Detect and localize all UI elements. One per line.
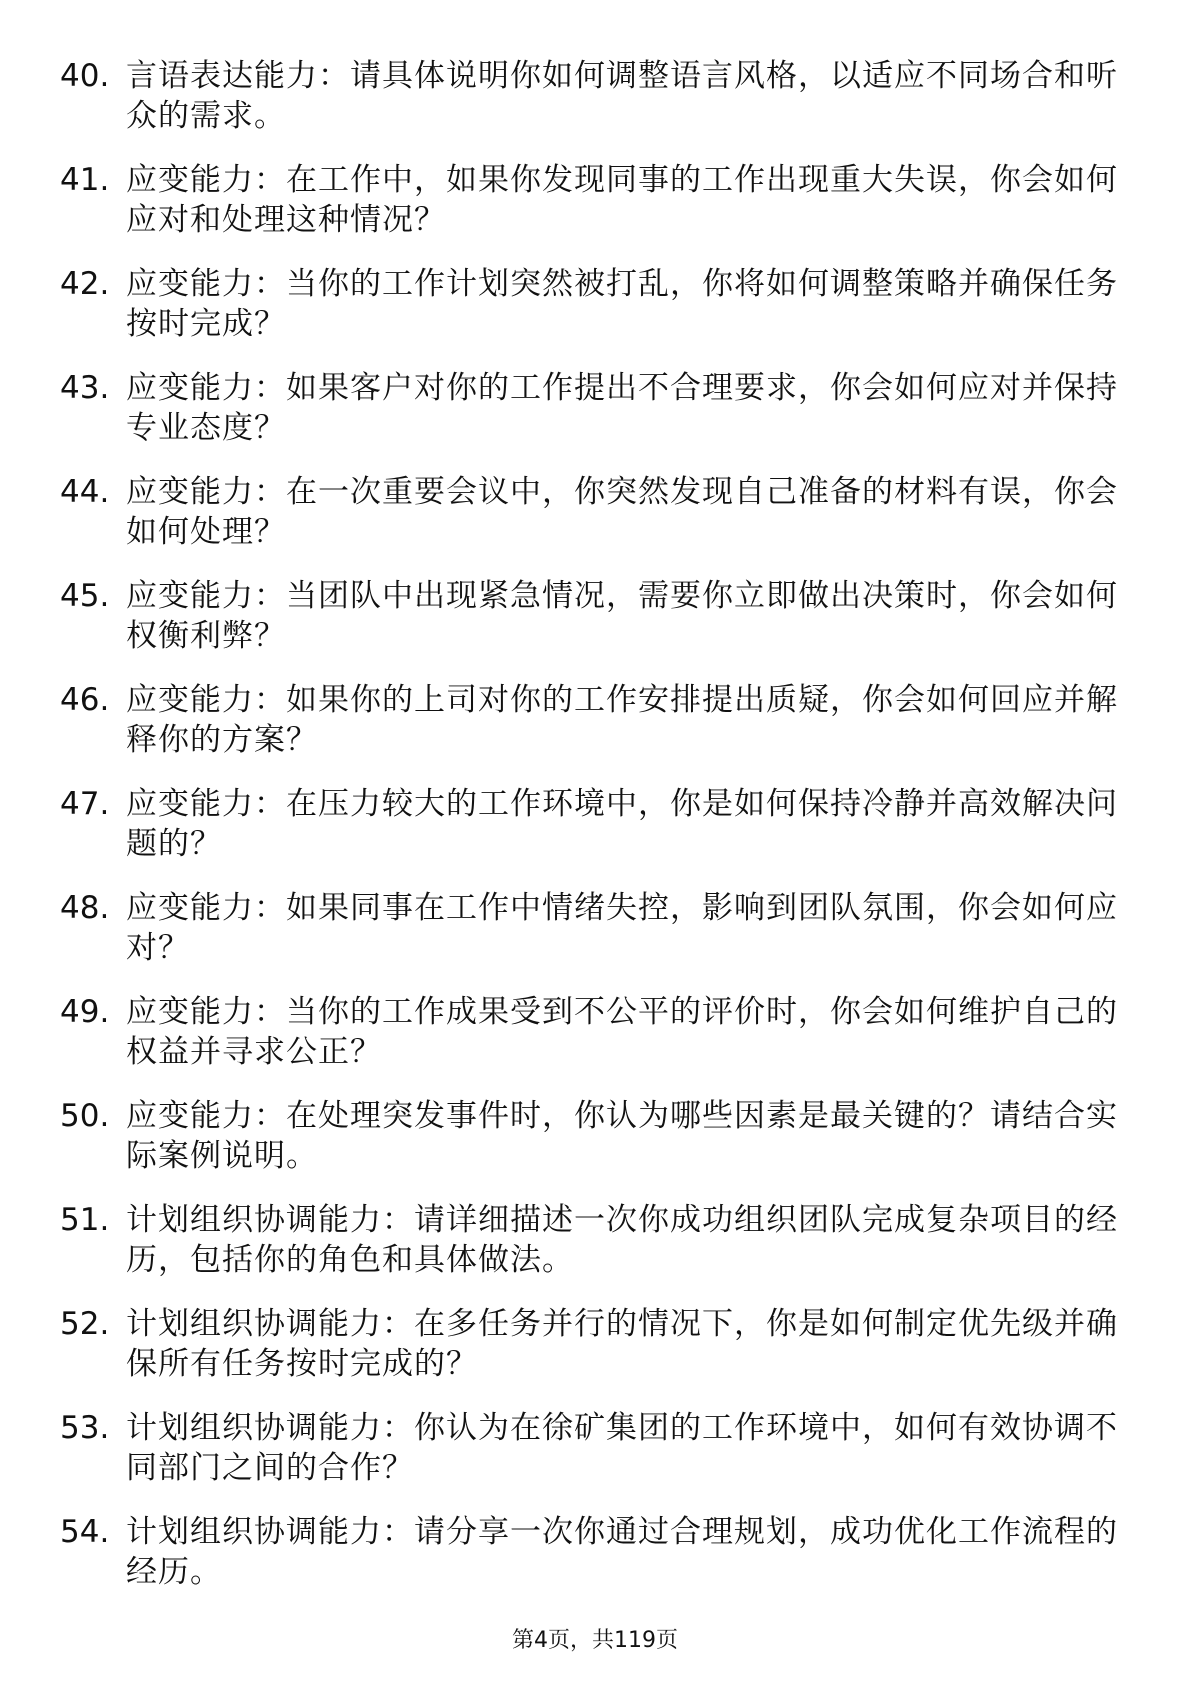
question-list: [60, 50, 1120, 1610]
question-number: 43.: [60, 370, 110, 406]
question-number: 42.: [60, 266, 110, 302]
question-text: 应变能力：如果你的上司对你的工作安排提出质疑，你会如何回应并解释你的方案？: [126, 682, 1118, 758]
list-item: [60, 882, 1120, 986]
question-number: 48.: [60, 890, 110, 926]
question-text: 应变能力：当团队中出现紧急情况，需要你立即做出决策时，你会如何权衡利弊？: [126, 578, 1118, 654]
list-item: [60, 466, 1120, 570]
question-number: 49.: [60, 994, 110, 1030]
list-item: [60, 1506, 1120, 1610]
question-text: 应变能力：如果客户对你的工作提出不合理要求，你会如何应对并保持专业态度？: [126, 370, 1118, 446]
list-item: [60, 1090, 1120, 1194]
list-item: [60, 1402, 1120, 1506]
question-text: 计划组织协调能力：在多任务并行的情况下，你是如何制定优先级并确保所有任务按时完成的？: [126, 1306, 1118, 1382]
question-number: 41.: [60, 162, 110, 198]
list-item: [60, 570, 1120, 674]
list-item: [60, 986, 1120, 1090]
question-number: 54.: [60, 1514, 110, 1550]
question-number: 46.: [60, 682, 110, 718]
question-number: 50.: [60, 1098, 110, 1134]
question-text: 计划组织协调能力：请分享一次你通过合理规划，成功优化工作流程的经历。: [126, 1514, 1118, 1590]
question-text: 应变能力：当你的工作计划突然被打乱，你将如何调整策略并确保任务按时完成？: [126, 266, 1118, 342]
question-number: 47.: [60, 786, 110, 822]
list-item: [60, 778, 1120, 882]
question-text: 言语表达能力：请具体说明你如何调整语言风格，以适应不同场合和听众的需求。: [126, 58, 1118, 134]
question-text: 应变能力：在一次重要会议中，你突然发现自己准备的材料有误，你会如何处理？: [126, 474, 1118, 550]
question-text: 应变能力：在工作中，如果你发现同事的工作出现重大失误，你会如何应对和处理这种情况？: [126, 162, 1118, 238]
question-number: 52.: [60, 1306, 110, 1342]
list-item: [60, 1298, 1120, 1402]
question-text: 应变能力：当你的工作成果受到不公平的评价时，你会如何维护自己的权益并寻求公正？: [126, 994, 1118, 1070]
list-item: [60, 1194, 1120, 1298]
list-item: [60, 154, 1120, 258]
question-number: 51.: [60, 1202, 110, 1238]
page-number-footer: 第4页，共119页: [512, 1628, 678, 1653]
list-item: [60, 50, 1120, 154]
question-text: 应变能力：在处理突发事件时，你认为哪些因素是最关键的？请结合实际案例说明。: [126, 1098, 1118, 1174]
list-item: [60, 362, 1120, 466]
question-number: 45.: [60, 578, 110, 614]
question-number: 40.: [60, 58, 110, 94]
question-text: 计划组织协调能力：你认为在徐矿集团的工作环境中，如何有效协调不同部门之间的合作？: [126, 1410, 1118, 1486]
question-number: 44.: [60, 474, 110, 510]
list-item: [60, 674, 1120, 778]
question-text: 计划组织协调能力：请详细描述一次你成功组织团队完成复杂项目的经历，包括你的角色和具体做法。: [126, 1202, 1118, 1278]
question-number: 53.: [60, 1410, 110, 1446]
question-text: 应变能力：在压力较大的工作环境中，你是如何保持冷静并高效解决问题的？: [126, 786, 1118, 862]
list-item: [60, 258, 1120, 362]
question-text: 应变能力：如果同事在工作中情绪失控，影响到团队氛围，你会如何应对？: [126, 890, 1118, 966]
